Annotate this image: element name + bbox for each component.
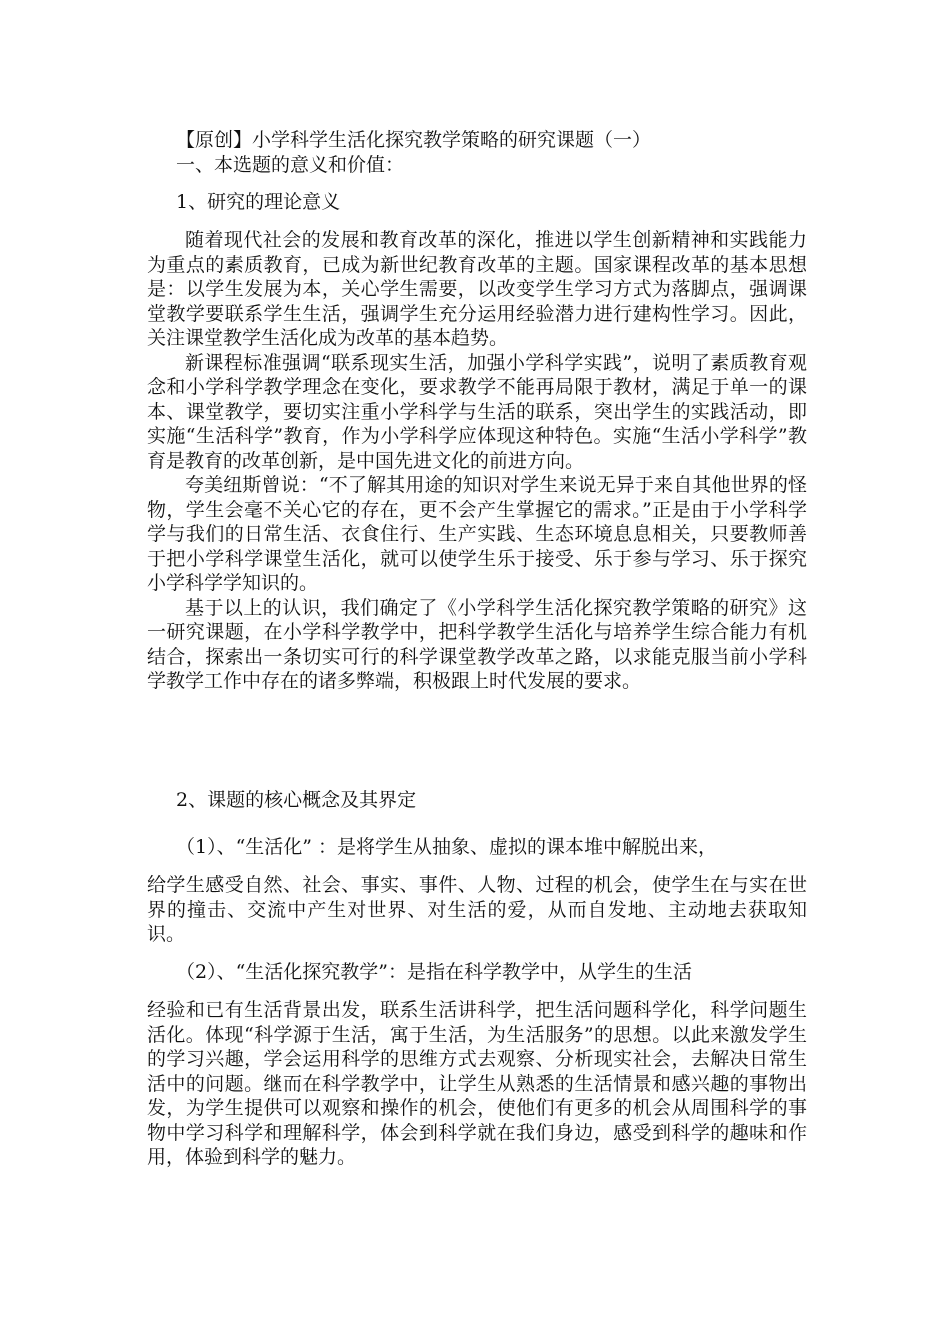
paragraph-1: 随着现代社会的发展和教育改革的深化，推进以学生创新精神和实践能力为重点的素质教育，已成为新世纪教育改革的主题。国家课程改革的基本思想是：以学生发展为本，关心学生需要，以改变学生学习方式为落脚点，强调课堂教学要联系学生生活，强调学生充分运用经验潜力进行建构性学习。因此，关注课堂教学生活化成为改革的基本趋势。: [147, 229, 807, 349]
subsection-heading-concepts: 2、课题的核心概念及其界定: [176, 789, 417, 811]
definition-2-text: 经验和已有生活背景出发，联系生活讲科学，把生活问题科学化，科学问题生活化。体现“科学源于生活，寓于生活，为生活服务”的思想。以此来激发学生的学习兴趣，学会运用科学的思维方式去观察、分析现实社会，去解决日常生活中的问题。继而在科学教学中，让学生从熟悉的生活情景和感兴趣的事物出发，为学生提供可以观察和操作的机会，使他们有更多的机会从周围科学的事物中学习科学和理解科学，体会到科学就在我们身边，感受到科学的趣味和作用，体验到科学的魅力。: [147, 999, 807, 1168]
document-title: 【原创】小学科学生活化探究教学策略的研究课题（一）: [176, 129, 652, 151]
paragraph-4: 基于以上的认识，我们确定了《小学科学生活化探究教学策略的研究》这一研究课题，在小学科学教学中，把科学教学生活化与培养学生综合能力有机结合，探索出一条切实可行的科学课堂教学改革之路，以求能克服当前小学科学教学工作中存在的诸多弊端，积极跟上时代发展的要求。: [147, 596, 807, 692]
definition-2-body: [147, 998, 807, 1170]
definition-1-text: 给学生感受自然、社会、事实、事件、人物、过程的机会，使学生在与实在世界的撞击、交流中产生对世界、对生活的爱，从而自发地、主动地去获取知识。: [147, 874, 807, 945]
theory-body: [147, 228, 807, 694]
section-heading: 一、本选题的意义和价值：: [176, 154, 405, 176]
definition-1-body: [147, 873, 807, 947]
paragraph-2: 新课程标准强调“联系现实生活，加强小学科学实践”，说明了素质教育观念和小学科学教学理念在变化，要求教学不能再局限于教材，满足于单一的课本、课堂教学，要切实注重小学科学与生活的联系，突出学生的实践活动，即实施“生活科学”教育，作为小学科学应体现这种特色。实施“生活小学科学”教育是教育的改革创新，是中国先进文化的前进方向。: [147, 351, 807, 472]
definition-1-lead: （1）、“生活化” ：是将学生从抽象、虚拟的课本堆中解脱出来，: [176, 836, 718, 858]
subsection-heading-theory: 1、研究的理论意义: [176, 191, 341, 213]
definition-2-lead: （2）、“生活化探究教学”：是指在科学教学中，从学生的生活: [176, 961, 693, 983]
paragraph-3: 夸美纽斯曾说：“不了解其用途的知识对学生来说无异于来自其他世界的怪物，学生会毫不关心它的存在，更不会产生掌握它的需求。”正是由于小学科学学与我们的日常生活、衣食住行、生产实践、生态环境息息相关，只要教师善于把小学科学课堂生活化，就可以使学生乐于接受、乐于参与学习、乐于探究小学科学学知识的。: [147, 474, 807, 594]
